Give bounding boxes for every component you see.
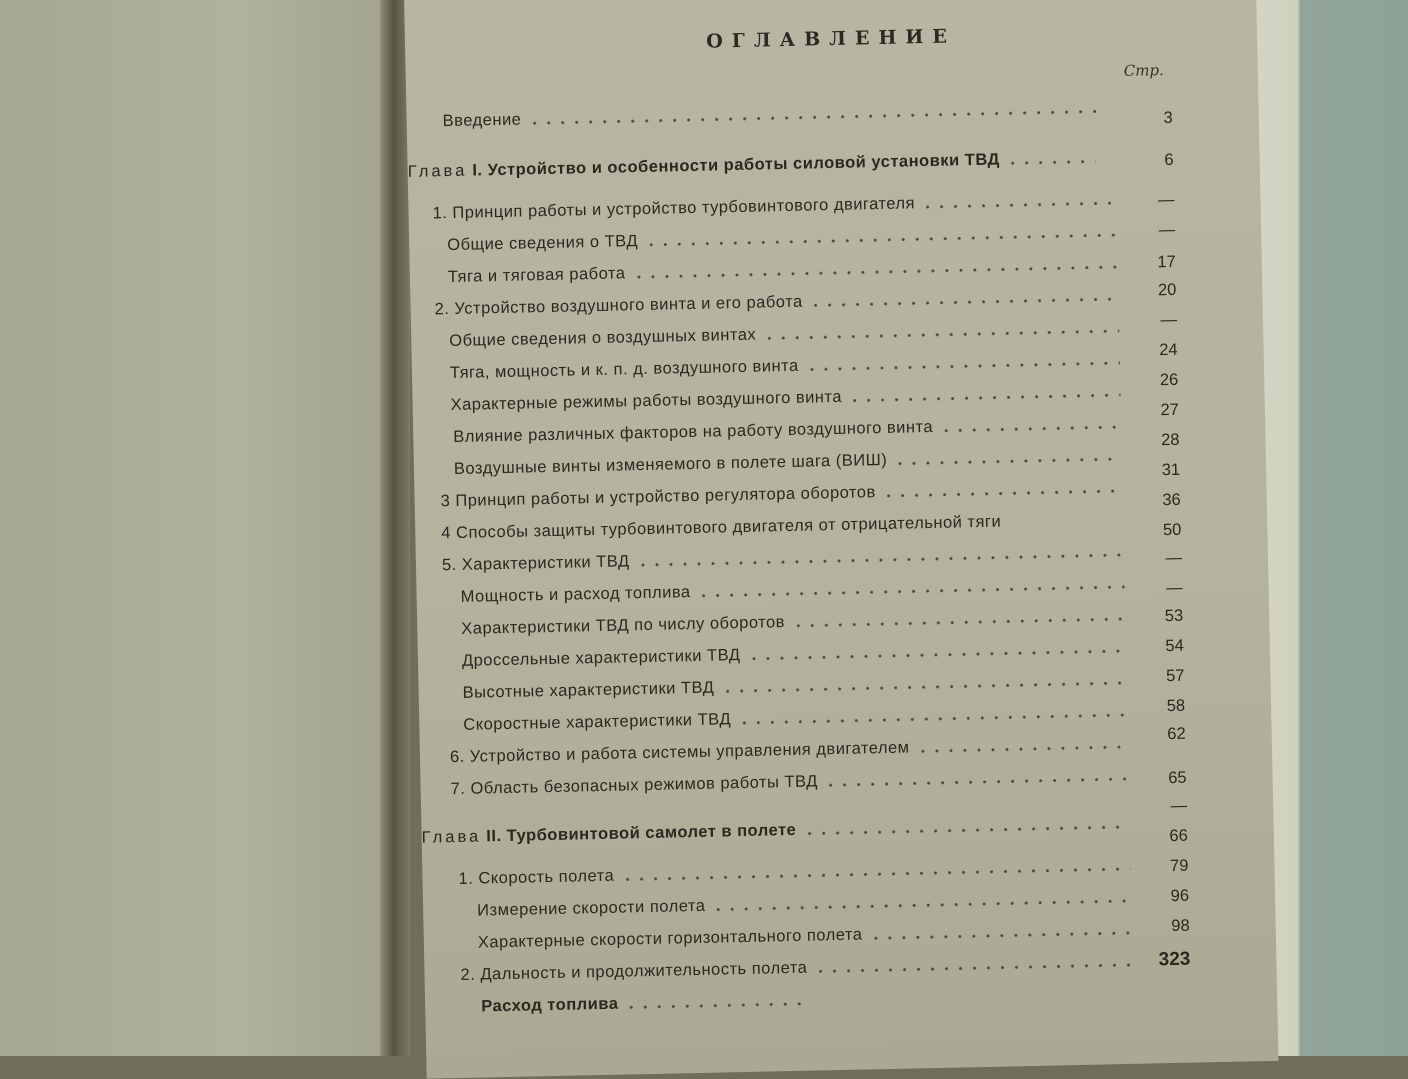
toc-entry-label: Влияние различных факторов на работу воздушного винта <box>453 417 934 446</box>
toc-leader-dots <box>939 425 1121 433</box>
chapter-prefix: Глава <box>421 827 482 847</box>
toc-entry-label: Измерение скорости полета <box>477 896 706 920</box>
toc-entry-label: 6. Устройство и работа системы управления двигателем <box>449 738 910 767</box>
toc-entry-label: 3 Принцип работы и устройство регулятора оборотов <box>440 483 876 511</box>
toc-page-number: 54 <box>1165 636 1184 656</box>
left-page <box>0 0 392 1056</box>
toc-page-number: 26 <box>1159 370 1179 390</box>
toc-leader-dots <box>624 1002 805 1010</box>
toc-page-number: 62 <box>1167 724 1186 744</box>
toc-leader-dots <box>720 681 1126 694</box>
toc-leader-dots <box>636 553 1124 567</box>
toc-entry-label: 7. Область безопасных режимов работы ТВД <box>450 772 819 799</box>
toc-page-number: — <box>1165 578 1183 598</box>
toc-entry-label: 4 Способы защиты турбовинтового двигателя от отрицательной тяги <box>441 512 1002 543</box>
toc-entry-label: Мощность и расход топлива <box>460 583 691 606</box>
toc-entry-label: 1. Скорость полета <box>458 866 615 888</box>
toc-page-number: 24 <box>1159 340 1178 360</box>
toc-entry-label: 2. Устройство воздушного винта и его работа <box>434 292 803 319</box>
toc-page-number: 58 <box>1166 696 1186 716</box>
toc-entry-label: 1. Принцип работы и устройство турбовинтового двигателя <box>432 194 916 223</box>
toc-leader-dots <box>809 297 1119 307</box>
toc-leader-dots <box>813 963 1132 974</box>
toc-page-number: 17 <box>1157 252 1176 272</box>
toc-page-number: — <box>1157 190 1175 210</box>
toc-entry-label: 5. Характеристики ТВД <box>441 552 630 575</box>
toc-page-number: 6 <box>1164 150 1174 170</box>
toc-leader-dots <box>762 329 1119 340</box>
toc-entry-label: Тяга и тяговая работа <box>447 264 626 287</box>
toc-page-number: 65 <box>1168 768 1187 788</box>
toc-page-number: — <box>1160 310 1178 330</box>
toc-entry-label: Характерные режимы работы воздушного винта <box>450 387 843 415</box>
toc-leader-dots <box>802 825 1129 836</box>
toc-leader-dots <box>632 265 1118 279</box>
toc-leader-dots <box>697 585 1125 598</box>
toc-leader-dots <box>1006 159 1096 165</box>
toc-leader-dots <box>746 649 1126 661</box>
toc-page-number: 50 <box>1162 520 1182 540</box>
toc-leader-dots <box>921 201 1117 209</box>
toc-leader-dots <box>644 233 1117 247</box>
toc-leader-dots <box>791 617 1125 628</box>
page-column-header: Стр. <box>1123 61 1165 80</box>
table-of-contents-page <box>404 0 1278 1079</box>
toc-entry-label: Общие сведения о воздушных винтах <box>449 325 757 351</box>
toc-leader-dots <box>737 713 1127 725</box>
toc-entry-introduction <box>442 98 1104 138</box>
toc-page-number: — <box>1158 220 1176 240</box>
toc-leader-dots <box>711 899 1131 912</box>
toc-entry-label: Скоростные характеристики ТВД <box>463 710 732 734</box>
toc-leader-dots <box>848 393 1121 403</box>
toc-leader-dots <box>527 109 1098 125</box>
toc-page-number: 96 <box>1170 886 1190 906</box>
toc-page-number: 98 <box>1171 916 1190 936</box>
toc-page-number: 79 <box>1169 856 1189 876</box>
toc-page-number: 20 <box>1157 280 1177 300</box>
toc-page-number: 31 <box>1161 460 1181 480</box>
toc-entry <box>481 991 811 1024</box>
toc-entry-label: Воздушные винты изменяемого в полете шага (ВИШ) <box>453 450 888 478</box>
toc-page-number: — <box>1170 796 1188 816</box>
book-gutter <box>380 0 410 1056</box>
toc-entry-label: Высотные характеристики ТВД <box>462 678 715 702</box>
toc-entry-label: Расход топлива <box>481 994 619 1016</box>
toc-page-number: 28 <box>1160 430 1180 450</box>
toc-entry-label: Тяга, мощность и к. п. д. воздушного винта <box>449 356 799 383</box>
toc-entry-label: Характеристики ТВД по числу оборотов <box>461 613 786 638</box>
toc-leader-dots <box>893 457 1122 466</box>
toc-entry-label: Характерные скорости горизонтального полета <box>477 925 863 952</box>
toc-page-number: 27 <box>1160 400 1180 420</box>
toc-chapter-1 <box>408 148 1102 189</box>
toc-page-number: — <box>1165 548 1183 568</box>
toc-leader-dots <box>916 745 1128 753</box>
book-page-number: 323 <box>1158 948 1191 971</box>
chapter-prefix: Глава <box>407 161 468 181</box>
toc-page-number: 66 <box>1169 826 1188 846</box>
toc-leader-dots <box>882 489 1123 498</box>
toc-entry-label: II. Турбовинтовой самолет в полете <box>486 820 797 846</box>
toc-entry-label: Введение <box>442 110 522 131</box>
toc-leader-dots <box>824 777 1129 787</box>
toc-page-number: 53 <box>1164 606 1184 626</box>
toc-page-number: 3 <box>1163 108 1173 128</box>
toc-entry-label: 2. Дальность и продолжительность полета <box>460 958 808 984</box>
toc-entry-label: Общие сведения о ТВД <box>447 232 639 255</box>
toc-page-number: 36 <box>1162 490 1181 510</box>
toc-page-number: 57 <box>1165 666 1185 686</box>
toc-leader-dots <box>620 867 1130 882</box>
toc-leader-dots <box>868 931 1131 941</box>
toc-title: ОГЛАВЛЕНИЕ <box>705 25 957 53</box>
toc-chapter-2 <box>421 814 1135 855</box>
toc-leader-dots <box>805 361 1120 372</box>
toc-entry-label: Дроссельные характеристики ТВД <box>461 646 741 670</box>
toc-entry-label: I. Устройство и особенности работы силовой установки ТВД <box>472 150 1000 180</box>
